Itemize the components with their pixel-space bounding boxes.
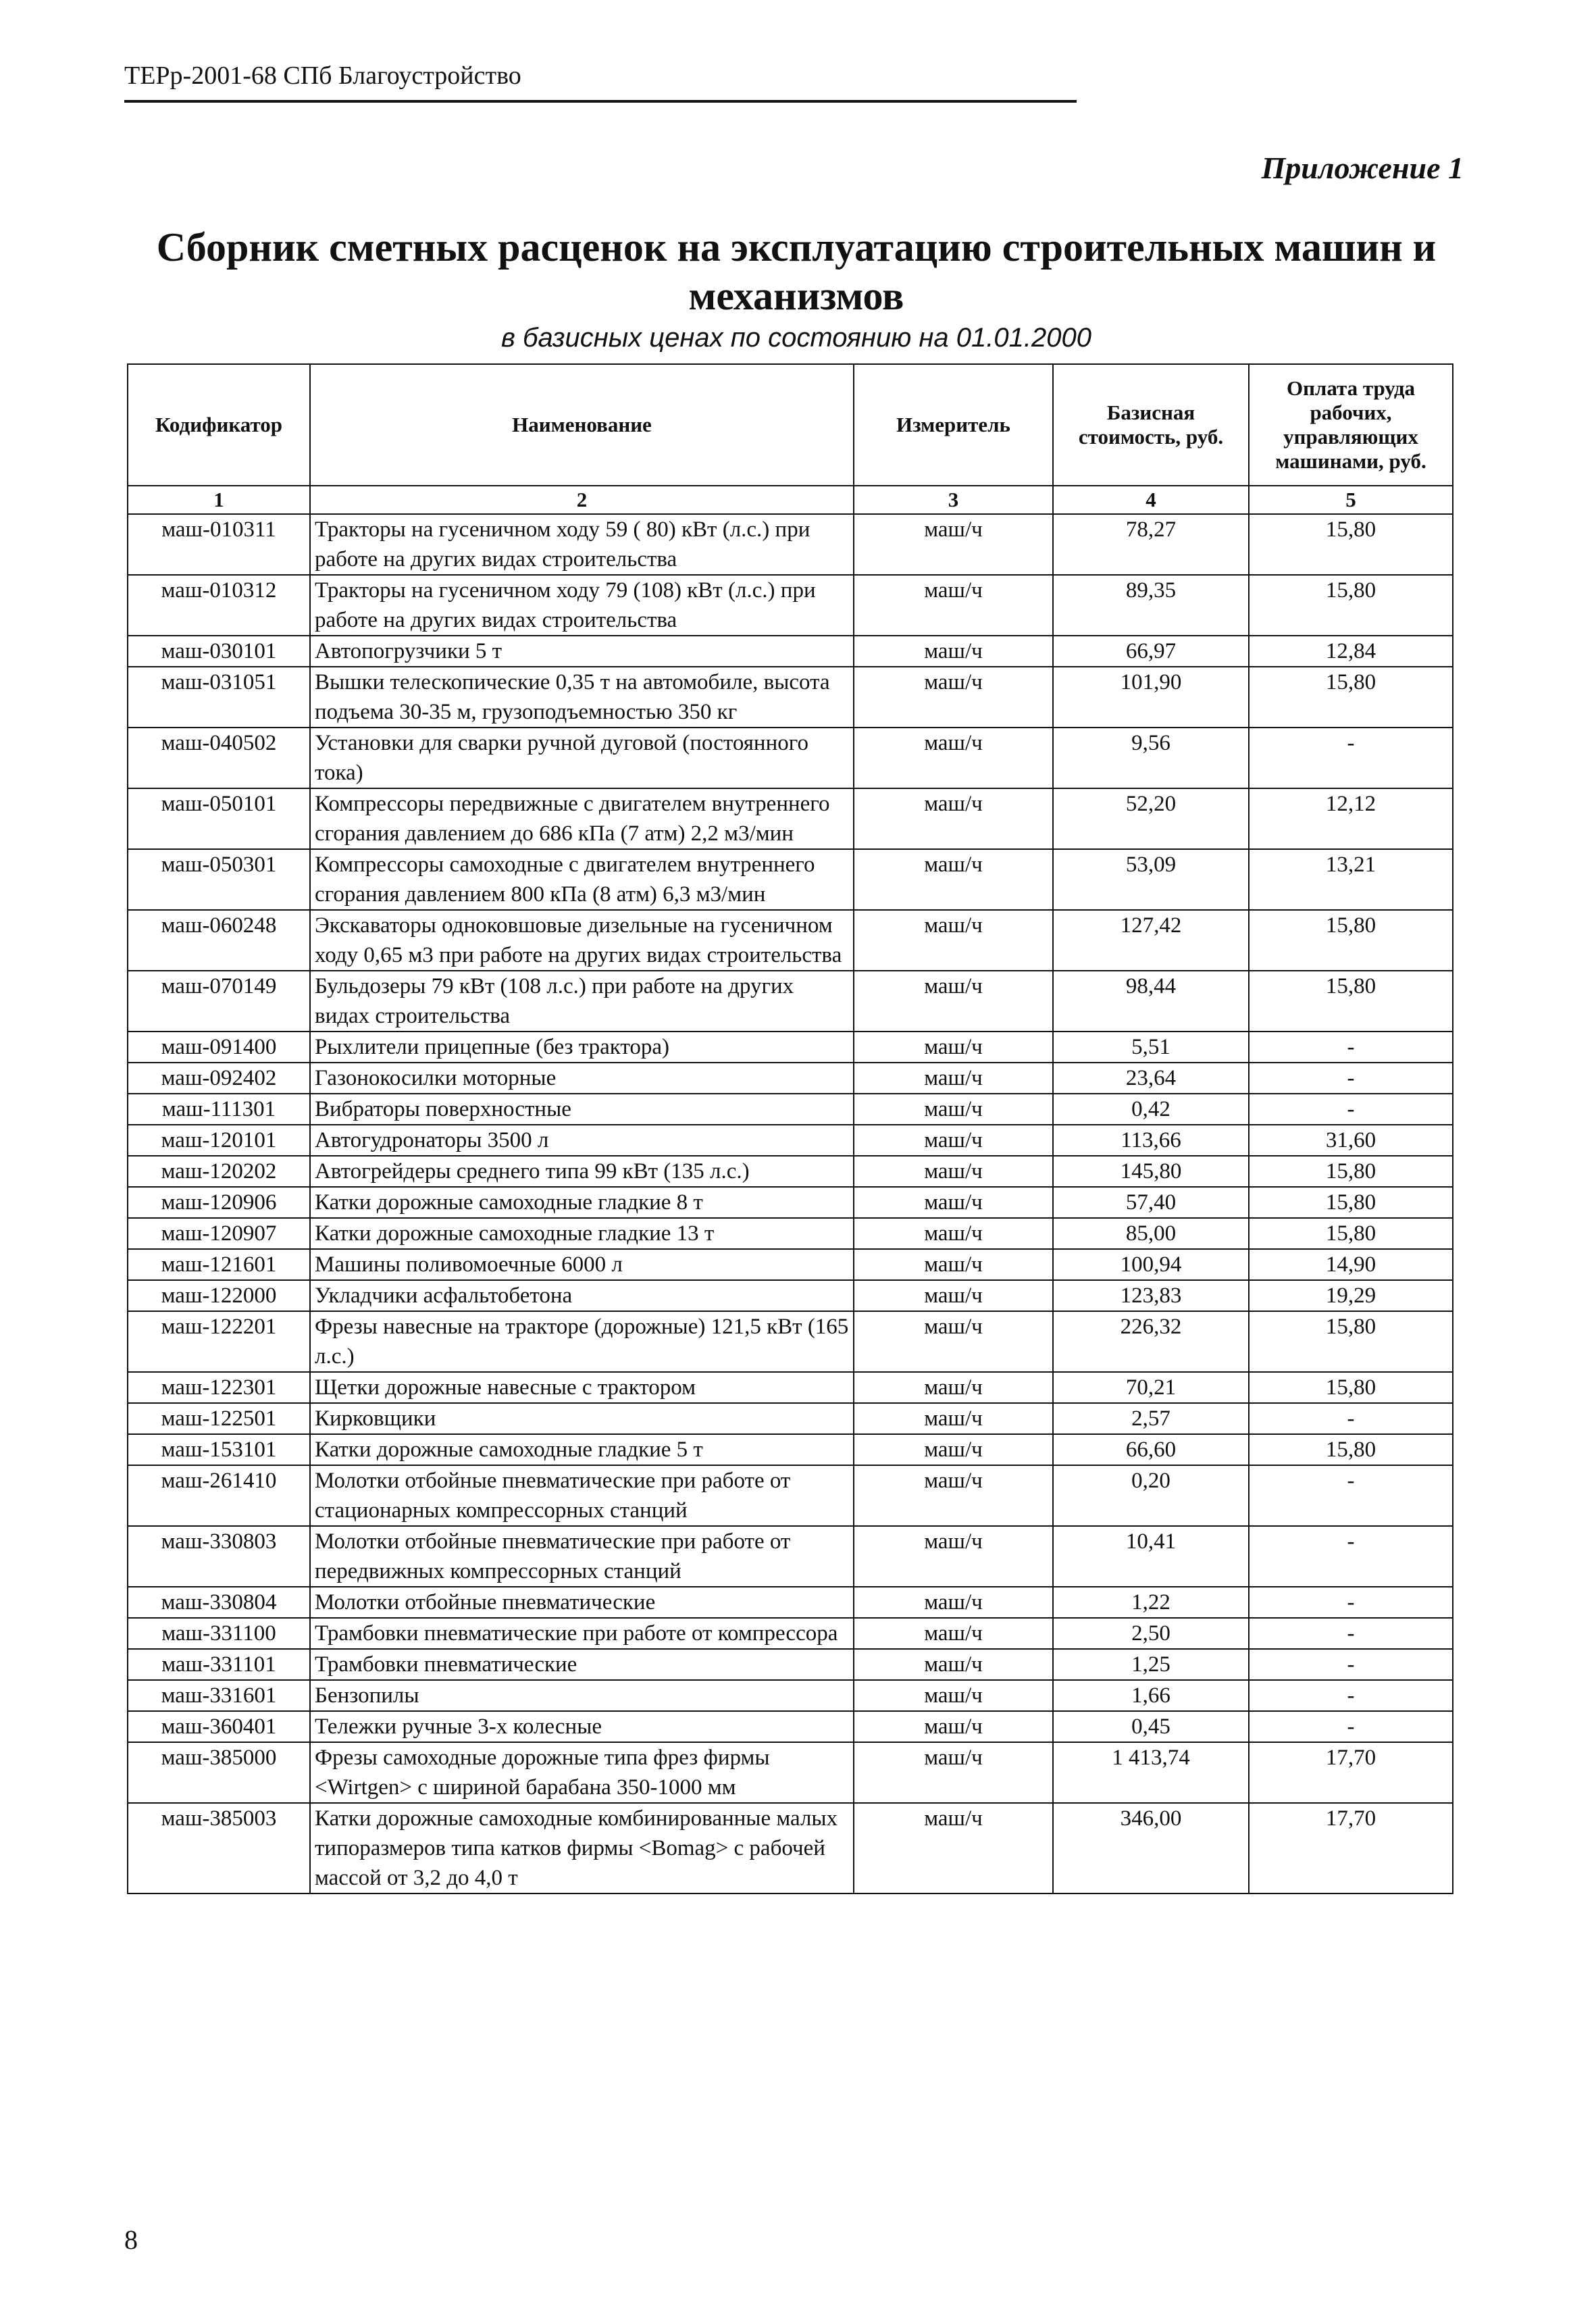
cell-unit: маш/ч (854, 575, 1053, 636)
cell-unit: маш/ч (854, 636, 1053, 667)
cell-cost: 66,97 (1053, 636, 1249, 667)
table-row (128, 1465, 1453, 1526)
table-row (128, 1742, 1453, 1803)
page-number: 8 (124, 2225, 138, 2255)
cell-name: Автогудронаторы 3500 л (310, 1125, 854, 1156)
table-row (128, 1156, 1453, 1187)
cell-cost: 98,44 (1053, 971, 1249, 1032)
cell-code: маш-331101 (128, 1649, 310, 1680)
cell-name: Катки дорожные самоходные гладкие 5 т (310, 1434, 854, 1465)
cell-wage: 15,80 (1249, 1372, 1453, 1403)
table-row (128, 1280, 1453, 1311)
cell-code: маш-120202 (128, 1156, 310, 1187)
cell-name: Катки дорожные самоходные гладкие 8 т (310, 1187, 854, 1218)
table-row (128, 1803, 1453, 1893)
table-row (128, 1403, 1453, 1434)
running-header: ТЕРр-2001-68 СПб Благоустройство (124, 61, 521, 90)
cell-name: Экскаваторы одноковшовые дизельные на гусеничном ходу 0,65 м3 при работе на других видах строительства (310, 910, 854, 971)
appendix-label: Приложение 1 (1261, 151, 1464, 185)
cell-name: Автопогрузчики 5 т (310, 636, 854, 667)
cell-code: маш-060248 (128, 910, 310, 971)
table-row (128, 1187, 1453, 1218)
cell-name: Молотки отбойные пневматические при работе от передвижных компрессорных станций (310, 1526, 854, 1587)
table-row (128, 1649, 1453, 1680)
cell-unit: маш/ч (854, 1063, 1053, 1094)
cell-name: Компрессоры передвижные с двигателем внутреннего сгорания давлением до 686 кПа (7 атм) 2,2 м3/мин (310, 788, 854, 849)
column-header: Измеритель (854, 364, 1053, 486)
cell-unit: маш/ч (854, 1094, 1053, 1125)
cell-code: маш-050301 (128, 849, 310, 910)
cell-cost: 78,27 (1053, 514, 1249, 575)
cell-cost: 0,45 (1053, 1711, 1249, 1742)
cell-name: Трамбовки пневматические (310, 1649, 854, 1680)
cell-code: маш-121601 (128, 1249, 310, 1280)
cell-code: маш-330804 (128, 1587, 310, 1618)
cell-unit: маш/ч (854, 849, 1053, 910)
table-row (128, 1526, 1453, 1587)
cell-wage: - (1249, 1526, 1453, 1587)
table-row (128, 667, 1453, 728)
cell-code: маш-091400 (128, 1032, 310, 1063)
column-number: 5 (1249, 486, 1453, 514)
cell-code: маш-360401 (128, 1711, 310, 1742)
cell-unit: маш/ч (854, 1125, 1053, 1156)
column-header: Наименование (310, 364, 854, 486)
cell-cost: 101,90 (1053, 667, 1249, 728)
cell-name: Молотки отбойные пневматические при работе от стационарных компрессорных станций (310, 1465, 854, 1526)
cell-code: маш-120907 (128, 1218, 310, 1249)
cell-cost: 145,80 (1053, 1156, 1249, 1187)
cell-wage: 31,60 (1249, 1125, 1453, 1156)
table-row (128, 1372, 1453, 1403)
cell-cost: 100,94 (1053, 1249, 1249, 1280)
cell-unit: маш/ч (854, 1649, 1053, 1680)
cell-code: маш-120101 (128, 1125, 310, 1156)
cell-cost: 2,57 (1053, 1403, 1249, 1434)
cell-name: Тракторы на гусеничном ходу 59 ( 80) кВт (л.с.) при работе на других видах строительства (310, 514, 854, 575)
cell-code: маш-070149 (128, 971, 310, 1032)
cell-unit: маш/ч (854, 1711, 1053, 1742)
cell-unit: маш/ч (854, 1311, 1053, 1372)
cell-unit: маш/ч (854, 1032, 1053, 1063)
cell-unit: маш/ч (854, 1187, 1053, 1218)
cell-cost: 226,32 (1053, 1311, 1249, 1372)
cell-unit: маш/ч (854, 514, 1053, 575)
cell-code: маш-030101 (128, 636, 310, 667)
cell-unit: маш/ч (854, 728, 1053, 788)
cell-unit: маш/ч (854, 1803, 1053, 1893)
cell-unit: маш/ч (854, 1434, 1053, 1465)
cell-name: Рыхлители прицепные (без трактора) (310, 1032, 854, 1063)
cell-name: Укладчики асфальтобетона (310, 1280, 854, 1311)
cell-code: маш-330803 (128, 1526, 310, 1587)
column-number: 2 (310, 486, 854, 514)
column-header: Кодификатор (128, 364, 310, 486)
cell-cost: 123,83 (1053, 1280, 1249, 1311)
table-row (128, 1125, 1453, 1156)
table-row (128, 1587, 1453, 1618)
cell-wage: - (1249, 1063, 1453, 1094)
cell-cost: 53,09 (1053, 849, 1249, 910)
cell-name: Тракторы на гусеничном ходу 79 (108) кВт (л.с.) при работе на других видах строительства (310, 575, 854, 636)
cell-name: Кирковщики (310, 1403, 854, 1434)
cell-wage: - (1249, 1711, 1453, 1742)
cell-name: Автогрейдеры среднего типа 99 кВт (135 л.с.) (310, 1156, 854, 1187)
cell-cost: 1,25 (1053, 1649, 1249, 1680)
table-row (128, 1311, 1453, 1372)
cell-wage: 13,21 (1249, 849, 1453, 910)
cell-name: Тележки ручные 3-х колесные (310, 1711, 854, 1742)
cell-unit: маш/ч (854, 1465, 1053, 1526)
cell-unit: маш/ч (854, 971, 1053, 1032)
cell-cost: 9,56 (1053, 728, 1249, 788)
cell-wage: 15,80 (1249, 1434, 1453, 1465)
table-row (128, 575, 1453, 636)
cell-wage: - (1249, 1649, 1453, 1680)
cell-wage: - (1249, 1403, 1453, 1434)
cell-code: маш-122301 (128, 1372, 310, 1403)
cell-name: Трамбовки пневматические при работе от компрессора (310, 1618, 854, 1649)
price-table (127, 363, 1453, 1894)
cell-wage: - (1249, 1465, 1453, 1526)
cell-unit: маш/ч (854, 1587, 1053, 1618)
table-row (128, 1032, 1453, 1063)
cell-name: Бензопилы (310, 1680, 854, 1711)
cell-unit: маш/ч (854, 1680, 1053, 1711)
table-row (128, 1618, 1453, 1649)
cell-wage: 15,80 (1249, 1187, 1453, 1218)
cell-code: маш-010311 (128, 514, 310, 575)
cell-wage: 15,80 (1249, 1218, 1453, 1249)
cell-unit: маш/ч (854, 1618, 1053, 1649)
cell-code: маш-092402 (128, 1063, 310, 1094)
page-title: Сборник сметных расценок на эксплуатацию строительных машин и механизмов (156, 225, 1437, 318)
table-row (128, 971, 1453, 1032)
column-header: Базисная стоимость, руб. (1053, 364, 1249, 486)
table-row (128, 1434, 1453, 1465)
table-body (128, 514, 1453, 1893)
cell-name: Газонокосилки моторные (310, 1063, 854, 1094)
cell-name: Бульдозеры 79 кВт (108 л.с.) при работе на других видах строительства (310, 971, 854, 1032)
cell-unit: маш/ч (854, 1156, 1053, 1187)
cell-cost: 1,66 (1053, 1680, 1249, 1711)
cell-wage: - (1249, 1032, 1453, 1063)
cell-cost: 2,50 (1053, 1618, 1249, 1649)
cell-wage: - (1249, 1618, 1453, 1649)
cell-wage: 17,70 (1249, 1803, 1453, 1893)
cell-cost: 1 413,74 (1053, 1742, 1249, 1803)
table-row (128, 728, 1453, 788)
cell-code: маш-122000 (128, 1280, 310, 1311)
cell-wage: - (1249, 1680, 1453, 1711)
cell-unit: маш/ч (854, 1218, 1053, 1249)
cell-wage: 15,80 (1249, 575, 1453, 636)
cell-wage: 15,80 (1249, 1156, 1453, 1187)
cell-name: Щетки дорожные навесные с трактором (310, 1372, 854, 1403)
cell-wage: 19,29 (1249, 1280, 1453, 1311)
cell-name: Фрезы самоходные дорожные типа фрез фирмы <Wirtgen> с шириной барабана 350-1000 мм (310, 1742, 854, 1803)
cell-name: Фрезы навесные на тракторе (дорожные) 121,5 кВт (165 л.с.) (310, 1311, 854, 1372)
header-rule (124, 100, 1077, 103)
table-row (128, 788, 1453, 849)
cell-name: Компрессоры самоходные с двигателем внутреннего сгорания давлением 800 кПа (8 атм) 6,3 м3/мин (310, 849, 854, 910)
column-number: 4 (1053, 486, 1249, 514)
cell-cost: 0,42 (1053, 1094, 1249, 1125)
cell-unit: маш/ч (854, 1372, 1053, 1403)
table-row (128, 514, 1453, 575)
cell-unit: маш/ч (854, 1526, 1053, 1587)
cell-cost: 89,35 (1053, 575, 1249, 636)
cell-cost: 127,42 (1053, 910, 1249, 971)
cell-cost: 10,41 (1053, 1526, 1249, 1587)
cell-code: маш-120906 (128, 1187, 310, 1218)
cell-code: маш-050101 (128, 788, 310, 849)
cell-cost: 5,51 (1053, 1032, 1249, 1063)
table-row (128, 1063, 1453, 1094)
cell-code: маш-111301 (128, 1094, 310, 1125)
cell-code: маш-331100 (128, 1618, 310, 1649)
cell-wage: 17,70 (1249, 1742, 1453, 1803)
cell-wage: 12,84 (1249, 636, 1453, 667)
cell-name: Катки дорожные самоходные гладкие 13 т (310, 1218, 854, 1249)
column-number: 3 (854, 486, 1053, 514)
cell-wage: - (1249, 1094, 1453, 1125)
cell-wage: 15,80 (1249, 910, 1453, 971)
cell-cost: 52,20 (1053, 788, 1249, 849)
table-row (128, 636, 1453, 667)
cell-name: Вышки телескопические 0,35 т на автомобиле, высота подъема 30-35 м, грузоподъемностью 350 кг (310, 667, 854, 728)
cell-wage: 15,80 (1249, 1311, 1453, 1372)
cell-wage: 12,12 (1249, 788, 1453, 849)
cell-name: Вибраторы поверхностные (310, 1094, 854, 1125)
cell-code: маш-031051 (128, 667, 310, 728)
cell-name: Машины поливомоечные 6000 л (310, 1249, 854, 1280)
cell-wage: - (1249, 728, 1453, 788)
cell-name: Установки для сварки ручной дуговой (постоянного тока) (310, 728, 854, 788)
cell-code: маш-261410 (128, 1465, 310, 1526)
header-row (128, 364, 1453, 486)
cell-wage: - (1249, 1587, 1453, 1618)
cell-cost: 0,20 (1053, 1465, 1249, 1526)
cell-code: маш-122201 (128, 1311, 310, 1372)
cell-unit: маш/ч (854, 910, 1053, 971)
cell-wage: 15,80 (1249, 971, 1453, 1032)
cell-cost: 346,00 (1053, 1803, 1249, 1893)
table-row (128, 849, 1453, 910)
cell-unit: маш/ч (854, 788, 1053, 849)
cell-code: маш-153101 (128, 1434, 310, 1465)
cell-code: маш-385003 (128, 1803, 310, 1893)
page-subtitle: в базисных ценах по состоянию на 01.01.2000 (501, 323, 1091, 353)
cell-cost: 23,64 (1053, 1063, 1249, 1094)
cell-unit: маш/ч (854, 1249, 1053, 1280)
cell-cost: 113,66 (1053, 1125, 1249, 1156)
cell-code: маш-122501 (128, 1403, 310, 1434)
cell-code: маш-010312 (128, 575, 310, 636)
cell-unit: маш/ч (854, 1742, 1053, 1803)
column-header: Оплата труда рабочих, управляющих машинами, руб. (1249, 364, 1453, 486)
table-row (128, 1094, 1453, 1125)
table-row (128, 1249, 1453, 1280)
column-number-row (128, 486, 1453, 514)
table-row (128, 1711, 1453, 1742)
cell-cost: 70,21 (1053, 1372, 1249, 1403)
table-row (128, 1680, 1453, 1711)
cell-wage: 15,80 (1249, 667, 1453, 728)
column-number: 1 (128, 486, 310, 514)
cell-cost: 57,40 (1053, 1187, 1249, 1218)
cell-wage: 15,80 (1249, 514, 1453, 575)
table-row (128, 910, 1453, 971)
cell-code: маш-331601 (128, 1680, 310, 1711)
table-row (128, 1218, 1453, 1249)
cell-name: Катки дорожные самоходные комбинированные малых типоразмеров типа катков фирмы <Bomag> с рабочей массой от 3,2 до 4,0 т (310, 1803, 854, 1893)
cell-code: маш-040502 (128, 728, 310, 788)
cell-cost: 1,22 (1053, 1587, 1249, 1618)
cell-unit: маш/ч (854, 667, 1053, 728)
cell-name: Молотки отбойные пневматические (310, 1587, 854, 1618)
cell-cost: 85,00 (1053, 1218, 1249, 1249)
cell-unit: маш/ч (854, 1280, 1053, 1311)
cell-cost: 66,60 (1053, 1434, 1249, 1465)
cell-code: маш-385000 (128, 1742, 310, 1803)
cell-unit: маш/ч (854, 1403, 1053, 1434)
cell-wage: 14,90 (1249, 1249, 1453, 1280)
